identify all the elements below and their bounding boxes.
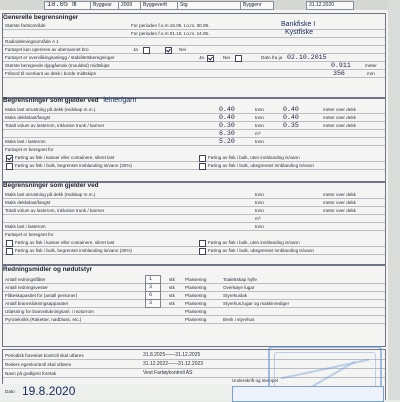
extinguishers-plass-label: Plassering — [185, 301, 207, 306]
s3-opt2b-checkbox[interactable] — [199, 248, 206, 255]
s3-opt1b-checkbox[interactable] — [199, 240, 206, 247]
monitoring-nei-checkbox[interactable] — [235, 55, 242, 62]
s2-opt2b-label: Føring av fisk / bulk, ubegrenset innblanding is/vann — [208, 163, 314, 168]
top-date-value: 31.12.2020 — [306, 1, 354, 10]
row-pyrotechnics — [3, 316, 385, 324]
s2-deck-cargo-tonn: 0.40 — [219, 114, 235, 121]
s2-deck-equipment-unit1: tonn — [255, 107, 264, 112]
engine-release-label: Utløsning for brannslukningsanl. i motorrom — [5, 309, 94, 314]
s2-volume-unit1: tonn — [255, 123, 264, 128]
s2-opt1b-checkbox[interactable] — [199, 155, 206, 162]
row-s2-designed-for — [3, 146, 385, 153]
lifejackets-place: Overkøye lugar — [223, 285, 255, 290]
row-raft-capacity — [3, 292, 385, 300]
extinguishers-label: Antall brannslokningsapparater — [5, 301, 69, 306]
s2-volume-unit2: meter over dekk — [323, 123, 356, 128]
row-s3-opt2 — [3, 247, 385, 255]
signature-label: Underskrift og stempel — [232, 378, 278, 383]
row-engine-release — [3, 308, 385, 316]
s3-deck-cargo-unit1: tonn — [255, 200, 264, 205]
row-s3-deck-cargo — [3, 199, 385, 207]
extinguishers-stk: stk — [169, 301, 175, 306]
engine-release-plass-label: Plassering — [185, 309, 207, 314]
row-period-2 — [3, 30, 385, 38]
raft-capacity-label: Flåteskapasitet for (antall personer) — [5, 293, 78, 298]
s2-deck-cargo-label: Maks dekkslast/fangst — [5, 115, 51, 120]
approved-company-value: Vest Fartøykontroll AS — [143, 370, 193, 376]
monitoring-date-value: 02.10.2015 — [287, 54, 327, 61]
monitoring-ja-checkbox[interactable] — [207, 55, 214, 62]
row-extinguishers — [3, 300, 385, 308]
s2-designed-for-label: Fartøyet er beregnet for — [5, 147, 54, 152]
s2-deck-equipment-tonn: 0.40 — [219, 106, 235, 113]
extinguishers-count: 3 — [149, 300, 153, 306]
limitations-second-title: Begrensninger som gjelder ved — [3, 182, 99, 189]
freeboard-unit: mm — [367, 71, 375, 76]
s3-m3-unit: m³ — [255, 216, 261, 221]
build-year-label: Byggear — [90, 1, 122, 10]
extinguishers-place: Styrehus,lugar og maskinrediger — [223, 301, 290, 306]
freeboard-value: 356 — [333, 70, 345, 77]
s2-opt1b-label: Føring av fisk i bulk, uten innblanding is/vann — [208, 155, 300, 160]
s3-volume-label: Totalt volum av lasterom, inklusive trunk / karmer — [5, 208, 105, 213]
row-s3-volume — [3, 207, 385, 215]
s2-hold-load-label: Maks last i lasterom — [5, 139, 46, 144]
s3-volume-unit1: tonn — [255, 208, 264, 213]
extinguishers-count-cell — [145, 299, 161, 308]
draught-label: Største beregnede dypgående (moulded) midtskips — [5, 63, 110, 68]
row-liferafts — [3, 276, 385, 284]
unmanned-ja-label: Ja — [133, 47, 138, 52]
raft-capacity-stk: stk — [169, 293, 175, 298]
s3-hold-load-unit: tonn — [255, 224, 264, 229]
row-s3-hold-load — [3, 223, 385, 231]
periodic-control-label: Periodisk foreskiet kontroll skal utføres — [5, 353, 84, 358]
monitoring-ja-label: Ja — [199, 55, 204, 60]
s3-opt2b-label: Føring av fisk / bulk, ubegrenset innblanding is/vann — [208, 248, 314, 253]
period-2-value: Kystfiske — [285, 29, 314, 36]
period-2-label: For perioden f.o.m 01.10. t.o.m. 14.05. — [131, 31, 210, 36]
row-draught — [3, 62, 385, 70]
liferafts-count: 1 — [149, 276, 153, 282]
s2-deck-cargo-unit2: meter over dekk — [323, 115, 356, 120]
draught-unit: meter — [365, 63, 377, 68]
row-s2-volume — [3, 122, 385, 130]
s3-deck-equipment-unit2: meter over dekk — [323, 192, 356, 197]
s2-volume-height: 0.35 — [283, 122, 299, 129]
shipyard-label: Byggeverft — [140, 1, 180, 10]
s3-deck-equipment-unit1: tonn — [255, 192, 264, 197]
period-1-value: Bankfiske I — [281, 21, 316, 28]
row-s2-deck-cargo — [3, 114, 385, 122]
s2-deck-equipment-unit2: meter over dekk — [323, 107, 356, 112]
s2-volume-label: Totalt volum av lasterom, inklusive trunk / karmer — [5, 123, 105, 128]
monitoring-nei-label: Nei — [223, 55, 230, 60]
s2-volume-tonn: 0.30 — [219, 122, 235, 129]
row-s3-opt1 — [3, 239, 385, 247]
lifejackets-label: Antall redningsvester — [5, 285, 48, 290]
unmanned-bridge-label: Fartøyet kan opereres av ubemannet bro — [5, 47, 89, 52]
build-number-label: Byggenr — [240, 1, 274, 10]
row-s3-m3 — [3, 215, 385, 223]
row-lifejackets — [3, 284, 385, 292]
monitoring-label: Fartøyet er overvåkingsanlegg / stabilitetsberegninger — [5, 55, 115, 60]
largest-area-label: Største fartsområde — [5, 23, 46, 28]
s3-volume-unit2: meter over dekk — [323, 208, 356, 213]
s3-deck-cargo-unit2: meter over dekk — [323, 200, 356, 205]
liferafts-label: Antall redningsflåter — [5, 277, 46, 282]
period-1-label: For perioden f.o.m 15.05. t.o.m. 30.09. — [131, 23, 210, 28]
build-year-value: 2009 — [118, 1, 142, 10]
safety-equipment-title: Redningsmidler og nødutstyr — [3, 266, 93, 273]
pyrotechnics-place: Benk i styrehus — [223, 317, 255, 322]
s2-opt1-label: Føring av fisk i kasser eller containere, sikret last — [15, 155, 115, 160]
liferafts-plass-label: Plassering — [185, 277, 207, 282]
s3-deck-equipment-label: Maks last utrustning på dekk (redskap m.m.) — [5, 192, 96, 197]
row-largest-area — [3, 22, 385, 30]
s2-hold-load-value: 5.20 — [219, 138, 235, 145]
periodic-control-value: 31.8.2025——31.12.2025 — [143, 352, 201, 358]
top-header-band — [0, 0, 400, 10]
date-label: Dato — [5, 389, 15, 394]
s3-hold-load-label: Maks last i lasterom — [5, 224, 46, 229]
unmanned-nei-checkbox[interactable] — [165, 47, 172, 54]
row-radio-area — [3, 38, 385, 46]
s3-designed-for-label: Fartøyet er beregnet for — [5, 232, 54, 237]
pyrotechnics-plass-label: Plassering — [185, 317, 207, 322]
s3-opt2-checkbox[interactable] — [6, 248, 13, 255]
s3-opt1b-label: Føring av fisk i bulk, uten innblanding is/vann — [208, 240, 300, 245]
unmanned-nei-label: Nei — [179, 47, 186, 52]
s3-opt1-checkbox[interactable] — [6, 240, 13, 247]
monitoring-date-label: Dato fra ja — [261, 55, 283, 60]
general-limitations-title: Generelle begrensninger — [3, 14, 79, 21]
pyrotechnics-label: Pyroteknikk (Raketter, nødbluss, etc.) — [5, 317, 82, 322]
row-s2-m3 — [3, 130, 385, 138]
row-s2-opt2 — [3, 162, 385, 170]
s2-opt1-checkbox[interactable] — [6, 155, 13, 162]
approved-company-label: Navn på godkjent foretak — [5, 371, 57, 376]
freeboard-label: Fribord til overkant av dekk i borde midtskips — [5, 71, 96, 76]
s2-opt2-label: Føring av fisk / bulk, begrenset innblanding is/vann (30%) — [15, 163, 132, 168]
raft-capacity-place: Styrehuslak — [223, 293, 248, 298]
owner-control-value: 31.12.2022——31.12.2023 — [143, 361, 204, 367]
s2-m3-unit: m³ — [255, 131, 261, 136]
raft-capacity-count: 6 — [149, 292, 153, 298]
s2-m3-value: 6.30 — [219, 130, 235, 137]
row-unmanned-bridge — [3, 46, 385, 54]
raft-capacity-plass-label: Plassering — [185, 293, 207, 298]
lifejackets-stk: stk — [169, 285, 175, 290]
s2-opt2b-checkbox[interactable] — [199, 163, 206, 170]
lifejackets-count: 3 — [149, 284, 153, 290]
row-s2-hold-load — [3, 138, 385, 146]
limitations-nets-title — [3, 97, 136, 105]
s2-deck-equipment-height: 0.40 — [283, 106, 299, 113]
length-field: 10.05 m — [44, 1, 92, 10]
s3-opt1-label: Føring av fisk i kasser eller containere, sikret last — [15, 240, 115, 245]
s2-hold-load-unit: tonn — [255, 139, 264, 144]
s2-deck-cargo-unit1: tonn — [255, 115, 264, 120]
row-s2-opt1 — [3, 154, 385, 162]
s2-opt2-checkbox[interactable] — [6, 163, 13, 170]
right-edge-margin — [388, 0, 400, 400]
row-monitoring — [3, 54, 385, 62]
liferafts-place: Toalettskap hylle — [223, 277, 257, 282]
limitations-nets-handwritten: leiner/garn — [103, 97, 137, 104]
s3-opt2-label: Føring av fisk / bulk, begrenset innblanding is/vann (30%) — [15, 248, 132, 253]
s3-deck-cargo-label: Maks dekkslast/fangst — [5, 200, 51, 205]
issue-date: 19.8.2020 — [22, 384, 76, 398]
limitations-nets-title-text: Begrensninger som gjelder ved — [3, 97, 99, 104]
row-s2-deck-equipment — [3, 106, 385, 114]
unmanned-ja-checkbox[interactable] — [143, 47, 150, 54]
s2-deck-cargo-height: 0.40 — [283, 114, 299, 121]
lifejackets-plass-label: Plassering — [185, 285, 207, 290]
row-freeboard — [3, 70, 385, 78]
liferafts-stk: stk — [169, 277, 175, 282]
owner-control-label: Reders egenkontroll skal utføres — [5, 362, 72, 367]
row-s3-deck-equipment — [3, 191, 385, 199]
draught-value: 0.911 — [331, 62, 351, 69]
row-s3-designed-for — [3, 231, 385, 238]
radio-area-label: Radiodekningsområde A 1 — [5, 39, 59, 44]
shipyard-value: Stg — [177, 1, 243, 10]
s2-deck-equipment-label: Maks last utrustning på dekk (redskap m.m.) — [5, 107, 96, 112]
